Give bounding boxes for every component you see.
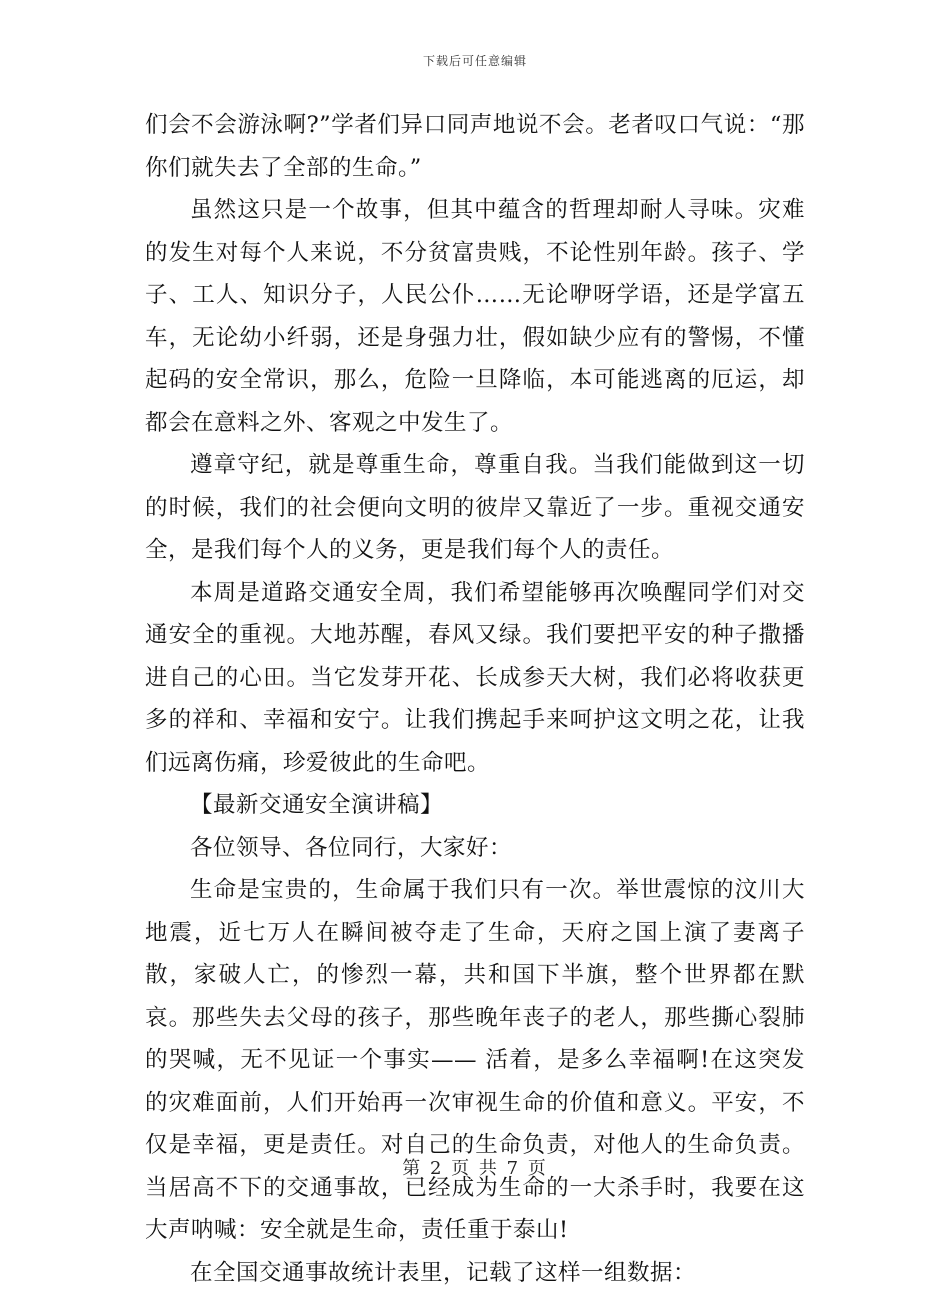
document-body xyxy=(145,104,805,1294)
paragraph: 遵章守纪，就是尊重生命，尊重自我。当我们能做到这一切的时候，我们的社会便向文明的彼岸又靠近了一步。重视交通安全，是我们每个人的义务，更是我们每个人的责任。 xyxy=(145,444,805,572)
section-heading: 【最新交通安全演讲稿】 xyxy=(145,784,805,827)
paragraph: 生命是宝贵的，生命属于我们只有一次。举世震惊的汶川大地震，近七万人在瞬间被夺走了生命，天府之国上演了妻离子散，家破人亡，的惨烈一幕，共和国下半旗，整个世界都在默哀。那些失去父母的孩子，那些晚年丧子的老人，那些撕心裂肺的哭喊，无不见证一个事实—— 活着，是多么幸福啊!在这突发的灾难面前，人们开始再一次审视生命的价值和意义。平安，不仅是幸福，更是责任。对自己的生命负责，对他人的生命负责。当居高不下的交通事故，已经成为生命的一大杀手时，我要在这大声呐喊：安全就是生命，责任重于泰山! xyxy=(145,869,805,1252)
page-header-note: 下载后可任意编辑 xyxy=(0,52,950,69)
paragraph: 在全国交通事故统计表里，记载了这样一组数据： xyxy=(145,1252,805,1294)
paragraph: 们会不会游泳啊?”学者们异口同声地说不会。老者叹口气说：“那你们就失去了全部的生命。” xyxy=(145,104,805,189)
paragraph: 本周是道路交通安全周，我们希望能够再次唤醒同学们对交通安全的重视。大地苏醒，春风又绿。我们要把平安的种子撒播进自己的心田。当它发芽开花、长成参天大树，我们必将收获更多的祥和、幸福和安宁。让我们携起手来呵护这文明之花，让我们远离伤痛，珍爱彼此的生命吧。 xyxy=(145,572,805,785)
page-number: 第 2 页 共 7 页 xyxy=(0,1154,950,1180)
salutation: 各位领导、各位同行，大家好： xyxy=(145,827,805,870)
paragraph: 虽然这只是一个故事，但其中蕴含的哲理却耐人寻味。灾难的发生对每个人来说，不分贫富贵贱，不论性别年龄。孩子、学子、工人、知识分子，人民公仆……无论咿呀学语，还是学富五车，无论幼小纤弱，还是身强力壮，假如缺少应有的警惕，不懂起码的安全常识，那么，危险一旦降临，本可能逃离的厄运，却都会在意料之外、客观之中发生了。 xyxy=(145,189,805,444)
